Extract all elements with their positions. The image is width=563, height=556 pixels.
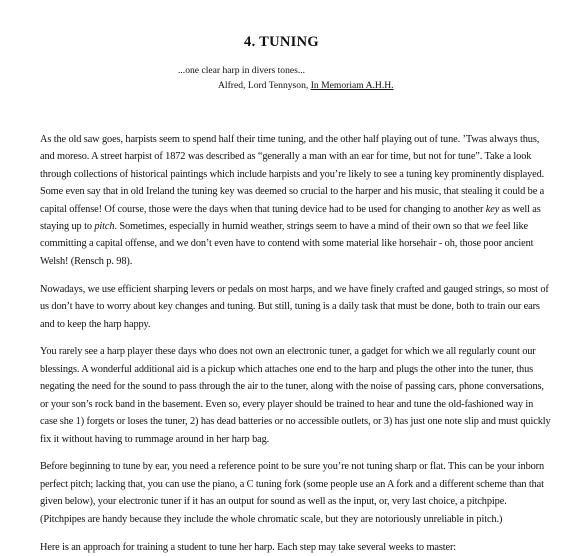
chapter-title: 4. TUNING (244, 34, 319, 50)
epigraph (178, 63, 478, 93)
body-text (40, 131, 552, 556)
epigraph-attribution (178, 78, 478, 93)
emphasis-key: key (485, 203, 500, 215)
paragraph-3: You rarely see a harp player these days who does not own an electronic tuner, a gadget for which we all regularly count our blessings. A wonderful additional aid is a pickup which attaches one end to the harp and plugs the other into the tuner, thus negating the need for the sound to pass through the air to the tuner, along with the noise of passing cars, phone conversations, or your son’s rock band in the basement. Even so, every player should be trained to hear and tune the old-fashioned way in case she 1) forgets or loses the tuner, 2) has dead batteries or no accessible outlets, or 3) has just one note slip and must quickly fix it without having to rummage around in her harp bag. (40, 346, 551, 445)
paragraph-2: Nowadays, we use efficient sharping levers or pedals on most harps, and we have finely crafted and gauged strings, so most of us don’t have to worry about key changes and tuning. But still, tuning is a daily task that must be done, both to train our ears and to keep the harp happy. (40, 283, 549, 330)
emphasis-pitch: pitch (94, 221, 115, 233)
emphasis-we: we (481, 221, 494, 233)
paragraph-5: Here is an approach for training a student to tune her harp. Each step may take several weeks to master: (40, 541, 457, 553)
paragraph-4: Before beginning to tune by ear, you need a reference point to be sure you’re not tuning sharp or flat. This can be your inborn perfect pitch; lacking that, you can use the piano, a C tuning fork (some people use an A fork and a different scheme than that given below), your electronic tuner if it has an output for sound as well as the input, or, very last choice, a pitchpipe. (Pitchpipes are handy because they include the whole chromatic scale, but they are notoriously unreliable in pitch.) (40, 461, 545, 525)
epigraph-source: In Memoriam A.H.H. (310, 80, 394, 91)
paragraph-1-text-c: as well as staying up to (40, 203, 541, 233)
paragraph-1-text-g: feel like committing a capital offense, and we don’t even have to contend with some material like horsehair - oh, those poor ancient Welsh! (Rensch p. 98). (40, 221, 534, 267)
paragraph-1-text-a: As the old saw goes, harpists seem to spend half their time tuning, and the other half playing out of tune. ’Twas always thus, and moreso. A street harpist of 1872 was described as “generally a man with an ear for time, but not for tune”. Take a look through collections of historical paintings which include harpists and you’re likely to see a tuning key prominently displayed. Some even say that in old Ireland the tuning key was deemed so crucial to the harper and his music, that stealing it could be a capital offense! Of course, those were the days when that tuning device had to be used for changing to another (40, 134, 545, 215)
paragraph-1 (40, 131, 552, 270)
epigraph-quote: ...one clear harp in divers tones... (178, 65, 306, 76)
epigraph-author: Alfred, Lord Tennyson, (218, 80, 311, 91)
paragraph-1-text-e: . Sometimes, especially in humid weather, strings seem to have a mind of their own so that (114, 221, 482, 233)
